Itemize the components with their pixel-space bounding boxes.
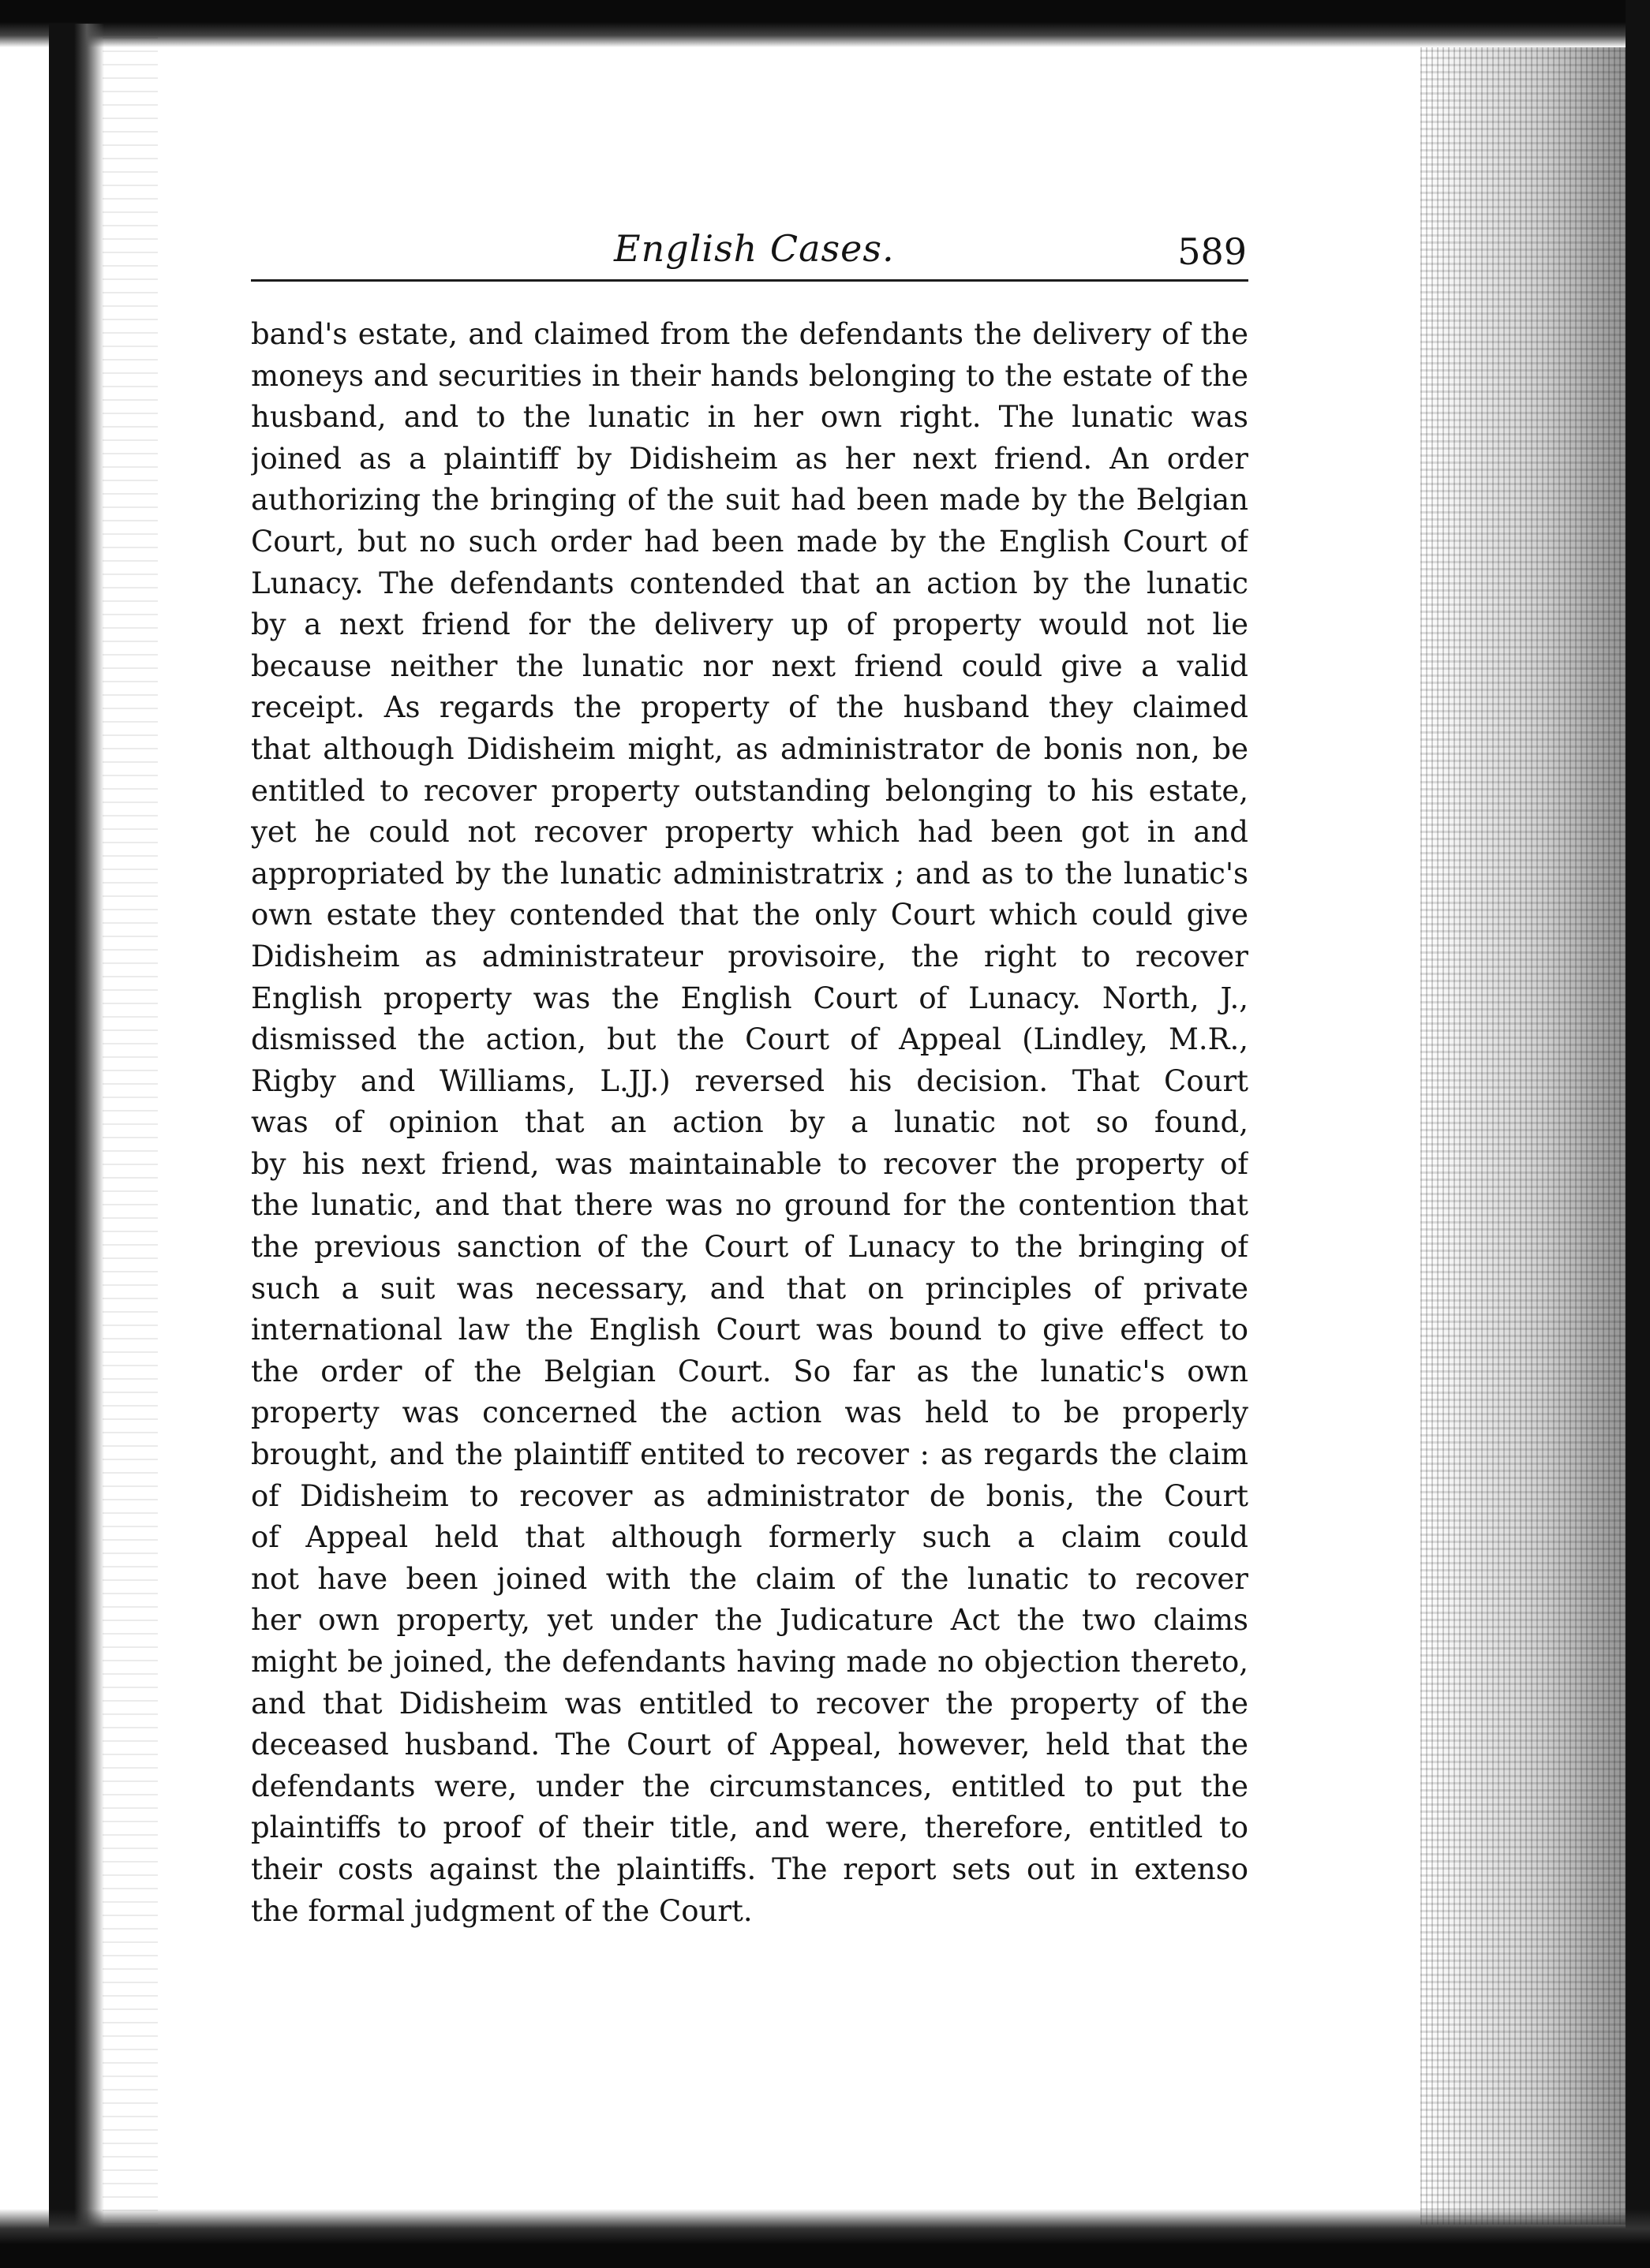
text-line: international law the English Court was bound to give effect to: [251, 1313, 1248, 1347]
text-line: band's estate, and claimed from the defendants the delivery of the: [251, 317, 1248, 351]
text-line: such a suit was necessary, and that on principles of private: [251, 1271, 1248, 1306]
scan-noise-right: [1420, 47, 1626, 2225]
text-line: not have been joined with the claim of the lunatic to recover: [251, 1561, 1248, 1596]
text-line: of Didisheim to recover as administrator de bonis, the Court: [251, 1478, 1248, 1513]
text-line: the order of the Belgian Court. So far as the lunatic's own: [251, 1354, 1248, 1388]
text-line: deceased husband. The Court of Appeal, however, held that the: [251, 1728, 1248, 1762]
text-line: joined as a plaintiff by Didisheim as her next friend. An order: [251, 441, 1248, 476]
text-line: moneys and securities in their hands belonging to the estate of the: [251, 358, 1248, 393]
text-line: the previous sanction of the Court of Lunacy to the bringing of: [251, 1230, 1248, 1265]
text-line: property was concerned the action was held to be properly: [251, 1396, 1248, 1430]
text-line: because neither the lunatic nor next friend could give a valid: [251, 648, 1248, 683]
text-line: Lunacy. The defendants contended that an action by the lunatic: [251, 566, 1248, 600]
page-header: [253, 221, 1247, 284]
text-line: that although Didisheim might, as administrator de bonis non, be: [251, 731, 1248, 766]
text-line: their costs against the plaintiffs. The report sets out in extenso: [251, 1851, 1248, 1886]
scan-edge-right: [1626, 0, 1650, 2268]
text-line: might be joined, the defendants having made no objection thereto,: [251, 1645, 1248, 1679]
text-line: husband, and to the lunatic in her own right. The lunatic was: [251, 400, 1248, 435]
page-number: 589: [1177, 230, 1247, 273]
scan-noise-left: [103, 32, 158, 2225]
text-line: authorizing the bringing of the suit had been made by the Belgian: [251, 483, 1248, 517]
scan-edge-bottom: [0, 2209, 1650, 2268]
text-line: was of opinion that an action by a lunatic not so found,: [251, 1105, 1248, 1140]
text-line: of Appeal held that although formerly such a claim could: [251, 1520, 1248, 1555]
text-line: dismissed the action, but the Court of Appeal (Lindley, M.R.,: [251, 1022, 1248, 1057]
text-line: her own property, yet under the Judicature Act the two claims: [251, 1603, 1248, 1638]
text-line: the formal judgment of the Court.: [251, 1893, 753, 1928]
header-rule: [251, 279, 1248, 282]
running-head: English Cases.: [614, 227, 895, 270]
scan-edge-top: [0, 0, 1650, 47]
scan-edge-left: [49, 24, 104, 2268]
text-line: Didisheim as administrateur provisoire, the right to recover: [251, 939, 1248, 973]
body-paragraph: [251, 314, 1248, 1932]
text-line: and that Didisheim was entitled to recover the property of the: [251, 1686, 1248, 1721]
text-line: brought, and the plaintiff entited to recover : as regards the claim: [251, 1437, 1248, 1472]
text-line: defendants were, under the circumstances, entitled to put the: [251, 1769, 1248, 1803]
text-line: plaintiffs to proof of their title, and were, therefore, entitled to: [251, 1810, 1248, 1845]
text-line: by a next friend for the delivery up of property would not lie: [251, 607, 1248, 642]
text-line: own estate they contended that the only Court which could give: [251, 898, 1248, 932]
text-line: English property was the English Court of Lunacy. North, J.,: [251, 981, 1248, 1015]
text-line: appropriated by the lunatic administratrix ; and as to the lunatic's: [251, 856, 1248, 891]
text-line: yet he could not recover property which had been got in and: [251, 815, 1248, 850]
text-line: receipt. As regards the property of the husband they claimed: [251, 690, 1248, 725]
text-line: by his next friend, was maintainable to recover the property of: [251, 1146, 1248, 1181]
text-line: the lunatic, and that there was no ground for the contention that: [251, 1188, 1248, 1223]
text-line: Court, but no such order had been made by the English Court of: [251, 524, 1248, 559]
text-line: Rigby and Williams, L.JJ.) reversed his decision. That Court: [251, 1063, 1248, 1098]
text-line: entitled to recover property outstanding belonging to his estate,: [251, 773, 1248, 808]
